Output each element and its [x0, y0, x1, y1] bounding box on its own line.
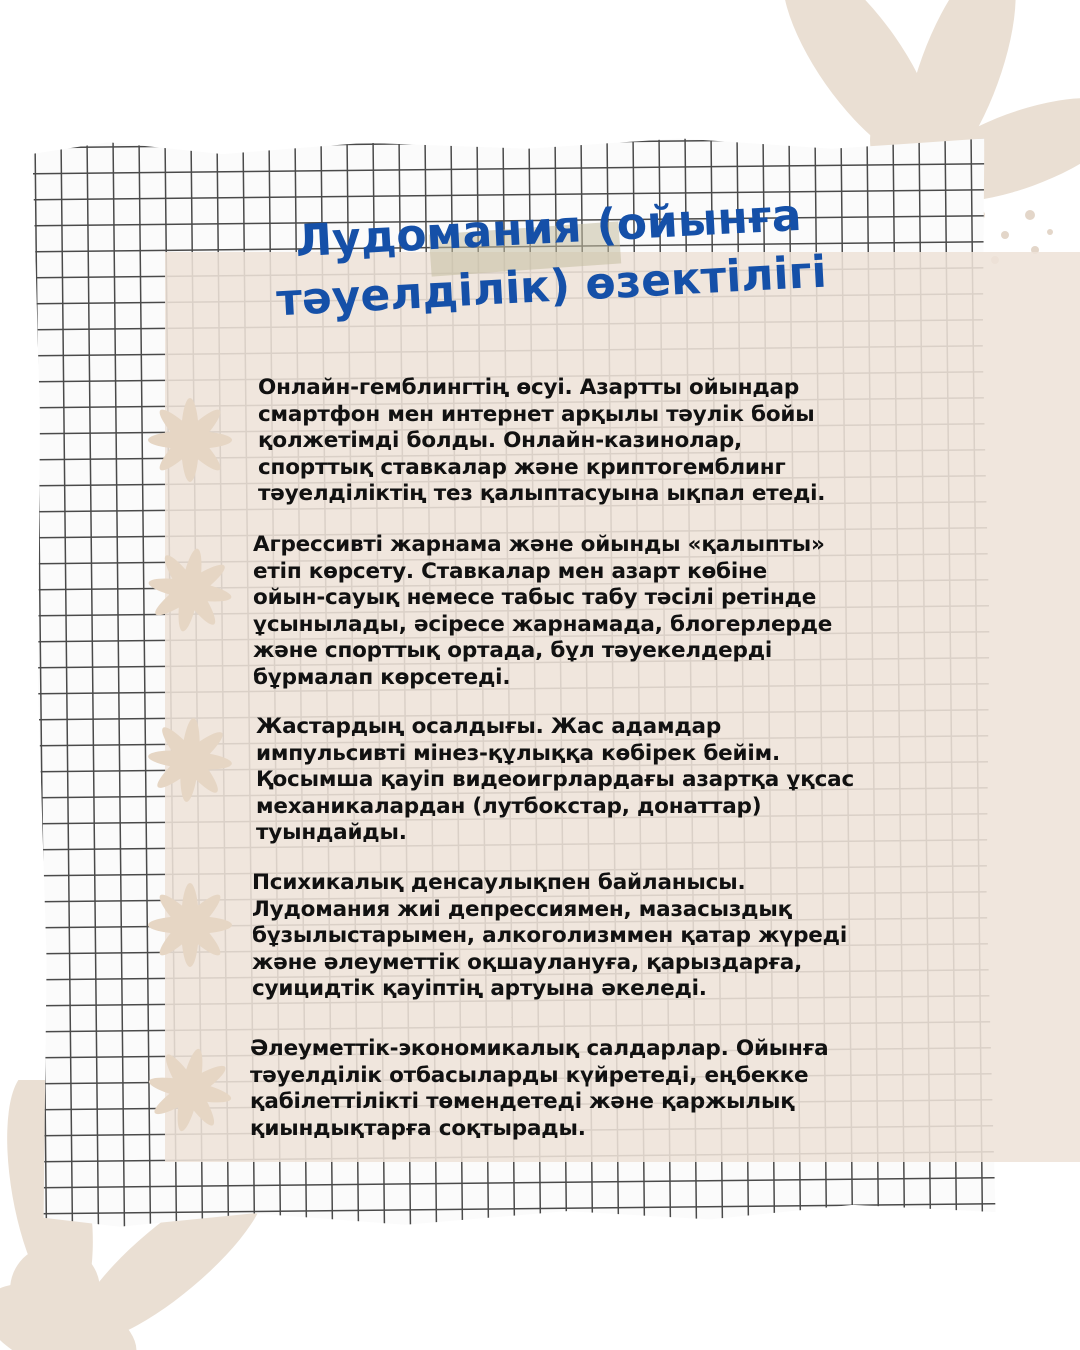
text-line: суицидтік қауіптің артуына әкеледі.	[252, 976, 707, 1001]
text-line: Онлайн-гемблингтің өсуі. Азартты ойындар	[258, 375, 800, 400]
text-line: ұсынылады, әсіресе жарнамада, блогерлерде	[253, 611, 833, 637]
text-line: тәуелділіктің тез қалыптасуына ықпал етеді.	[258, 481, 826, 506]
paragraph-online-gambling	[258, 375, 825, 508]
text-line: Лудомания жиі депрессиямен, мазасыздық	[252, 896, 792, 922]
text-line: қолжетімді болды. Онлайн-казинолар,	[258, 428, 743, 453]
text-line: қиындықтарға соқтырады.	[250, 1115, 586, 1141]
star-flower-icon	[140, 705, 240, 815]
text-line: Психикалық денсаулықпен байланысы.	[252, 870, 746, 895]
paragraph-mental-health	[252, 870, 847, 1003]
text-line: Әлеуметтік-экономикалық салдарлар. Ойынға	[250, 1036, 829, 1061]
paragraph-aggressive-advertising	[253, 532, 832, 691]
text-line: смартфон мен интернет арқылы тәулік бойы	[258, 401, 815, 427]
text-line: бұрмалап көрсетеді.	[253, 664, 511, 690]
star-flower-icon	[140, 870, 240, 980]
text-line: механикалардан (лутбокстар, донаттар)	[256, 793, 762, 819]
text-line: етіп көрсету. Ставкалар мен азарт көбіне	[253, 558, 768, 584]
text-line: бұзылыстарымен, алкоголизммен қатар жүреді	[252, 923, 848, 948]
paragraph-youth-vulnerability	[256, 714, 854, 847]
text-line: Қосымша қауіп видеоигрлардағы азартқа ұқсас	[256, 767, 854, 792]
title-line: тәуелділік) өзектілігі	[275, 246, 828, 327]
text-line: тәуелділік отбасыларды күйретеді, еңбекке	[250, 1062, 809, 1088]
text-line: импульсивті мінез-құлыққа көбірек бейім.	[256, 740, 780, 766]
star-flower-icon	[140, 535, 240, 645]
paragraph-socioeconomic-consequences	[250, 1036, 828, 1142]
text-line: Агрессивті жарнама және ойынды «қалыпты»	[253, 532, 825, 557]
text-line: ойын-сауық немесе табыс табу тәсілі ретінде	[253, 585, 817, 610]
star-flower-icon	[140, 385, 240, 495]
text-line: спорттық ставкалар және криптогемблинг	[258, 454, 786, 480]
star-flower-icon	[140, 1035, 240, 1145]
title-line: Лудомания (ойынға	[294, 189, 803, 268]
text-line: және әлеуметтік оқшаулануға, қарыздарға,	[252, 949, 803, 975]
text-line: туындайды.	[256, 820, 407, 845]
text-line: қабілеттілікті төмендетеді және қаржылық	[250, 1089, 795, 1114]
text-line: және спорттық ортада, бұл тәуекелдерді	[253, 638, 773, 663]
text-line: Жастардың осалдығы. Жас адамдар	[256, 714, 722, 739]
